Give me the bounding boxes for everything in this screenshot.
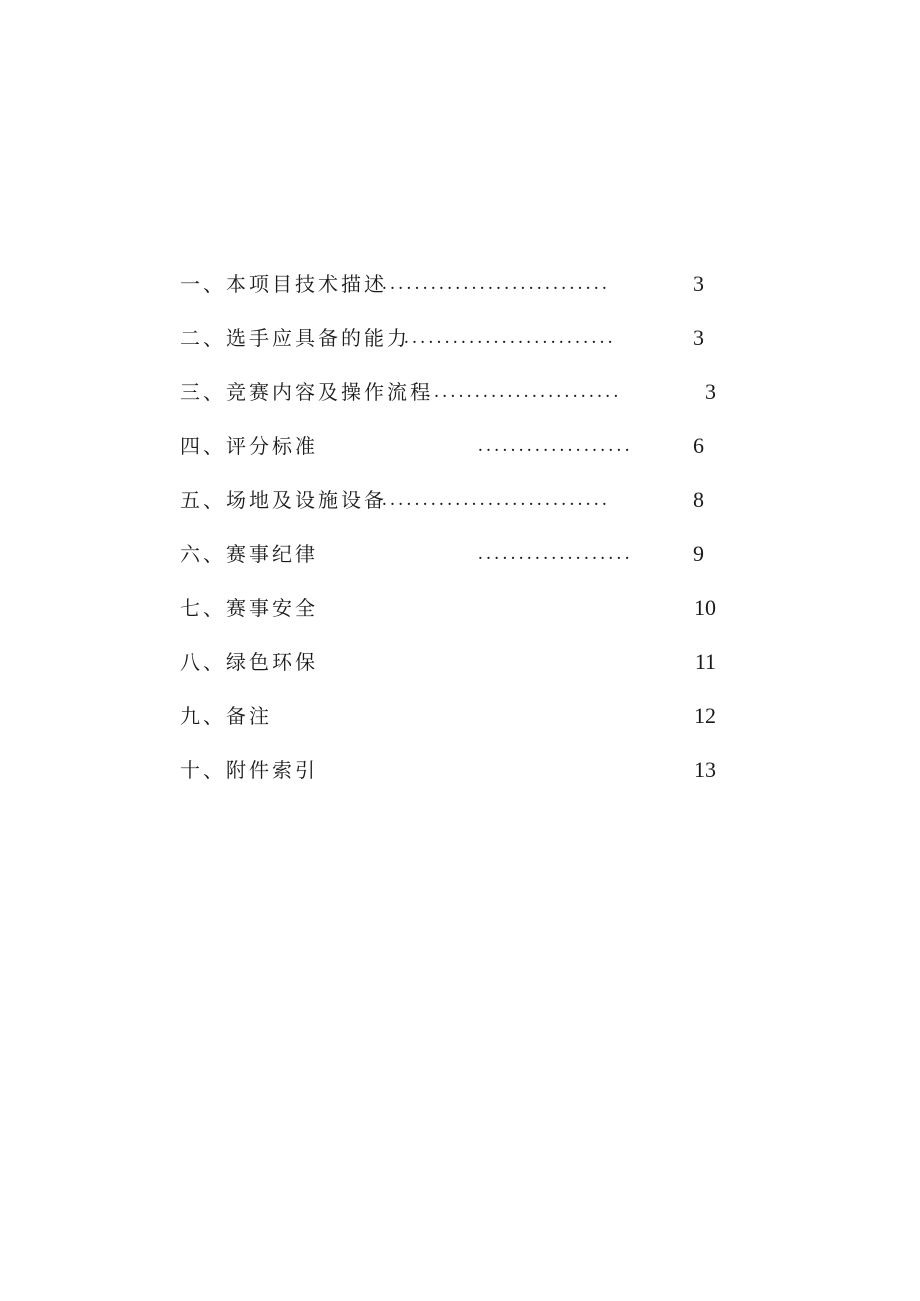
toc-entry-leader: ...................: [478, 435, 633, 456]
toc-entry-title: 六、赛事纪律: [180, 542, 318, 566]
toc-entry-venue-facilities[interactable]: [180, 482, 718, 536]
toc-entry-title: 七、赛事安全: [180, 596, 318, 620]
toc-entry-green-environment[interactable]: [180, 644, 718, 698]
toc-entry-competition-discipline[interactable]: [180, 536, 718, 590]
toc-entry-title: 一、本项目技术描述: [180, 272, 387, 296]
table-of-contents: [180, 266, 718, 806]
toc-entry-page: 9: [693, 541, 704, 566]
toc-entry-page: 6: [693, 433, 704, 458]
toc-entry-leader: ............................: [382, 489, 611, 510]
toc-entry-leader: ............................: [382, 273, 611, 294]
toc-entry-title: 九、备注: [180, 704, 272, 728]
toc-entry-competition-safety[interactable]: [180, 590, 718, 644]
toc-entry-page: 3: [693, 325, 704, 350]
toc-entry-leader: ..........................: [404, 327, 616, 348]
toc-entry-leader: ........................: [426, 381, 622, 402]
toc-entry-page: 3: [705, 379, 716, 404]
toc-entry-competitor-abilities[interactable]: [180, 320, 718, 374]
toc-entry-page: 8: [693, 487, 704, 512]
toc-entry-competition-content[interactable]: [180, 374, 718, 428]
toc-entry-title: 三、竞赛内容及操作流程: [180, 380, 433, 404]
toc-entry-project-description[interactable]: [180, 266, 718, 320]
toc-entry-notes[interactable]: [180, 698, 718, 752]
toc-entry-title: 十、附件索引: [180, 758, 318, 782]
toc-entry-page: 12: [694, 703, 716, 728]
toc-entry-title: 二、选手应具备的能力: [180, 326, 410, 350]
toc-entry-title: 四、评分标准: [180, 434, 318, 458]
toc-entry-title: 五、场地及设施设备: [180, 488, 387, 512]
toc-entry-page: 10: [694, 595, 716, 620]
toc-entry-title: 八、绿色环保: [180, 650, 318, 674]
toc-entry-page: 13: [694, 757, 716, 782]
toc-entry-attachment-index[interactable]: [180, 752, 718, 806]
toc-entry-scoring-standards[interactable]: [180, 428, 718, 482]
toc-entry-leader: ...................: [478, 543, 633, 564]
toc-entry-page: 3: [693, 271, 704, 296]
toc-entry-page: 11: [694, 649, 716, 674]
